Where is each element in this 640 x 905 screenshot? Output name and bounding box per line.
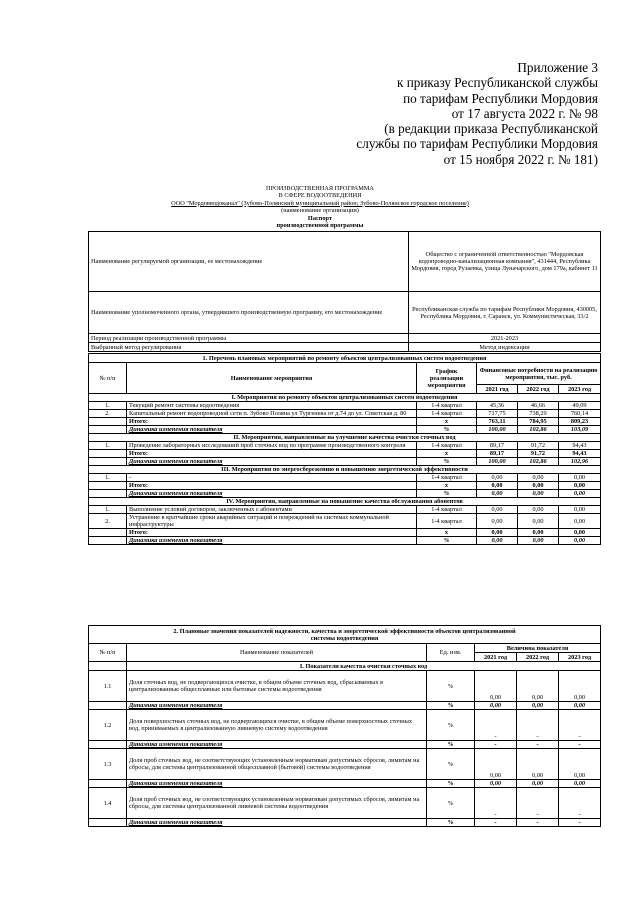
measure-row [89, 402, 601, 410]
value-cell: 0,00 [559, 506, 601, 514]
value-cell: 89,17 [477, 442, 518, 450]
unit-cell: % [427, 702, 475, 710]
total-value: 809,23 [559, 418, 601, 426]
header-line: Приложение 3 [517, 60, 598, 75]
dynamics-value: - [475, 819, 517, 827]
value-cell: 94,43 [559, 442, 601, 450]
total-value: 784,95 [518, 418, 559, 426]
blank-cell [89, 490, 127, 498]
measure-name: - [127, 474, 417, 482]
value-cell: 0,00 [475, 671, 517, 702]
section-title: II. Мероприятия, направленные на улучшение качества очистки сточных вод [89, 434, 601, 442]
dynamics-value: 0,00 [518, 537, 559, 545]
total-label: Итого: [127, 529, 417, 537]
blank-cell [89, 529, 127, 537]
col-num-header: № п/п [89, 644, 127, 662]
passport-title: Паспорт [307, 214, 333, 222]
indicator-name: Доля проб сточных вод, не соответствующих установленным нормативам допустимых сбросов, лимитам на сбросы, для системы централизованной общесплавной (бытовой) системы водоотведения [127, 749, 427, 780]
row-number: 1.1 [89, 671, 127, 702]
unit-cell: % [427, 819, 475, 827]
row-number: 2. [89, 514, 127, 529]
unit-cell: % [427, 710, 475, 741]
dynamics-label: Динамика изменения показателя [127, 537, 417, 545]
schedule-cell: х [417, 418, 477, 426]
section-row [89, 394, 601, 402]
unit-cell: % [427, 780, 475, 788]
value-cell: 0,00 [559, 514, 601, 529]
indicators-table [88, 625, 601, 827]
col-finance-header: Финансовые потребности на реализацию мероприятия, тыс. руб. [477, 363, 601, 385]
total-value: 0,00 [477, 529, 518, 537]
total-label: Итого: [127, 450, 417, 458]
value-cell: 49,09 [559, 402, 601, 410]
total-value: 94,43 [559, 450, 601, 458]
blank-cell [89, 482, 127, 490]
value-cell: 46,66 [518, 402, 559, 410]
dynamics-value: 0,00 [477, 490, 518, 498]
col-num-header: № п/п [89, 363, 127, 394]
schedule-cell: % [417, 426, 477, 434]
indicator-row [89, 788, 601, 819]
dynamics-label: Динамика изменения показателя [127, 819, 427, 827]
unit-cell: % [427, 749, 475, 780]
section-row [89, 498, 601, 506]
measure-row [89, 474, 601, 482]
header-line: службы по тарифам Республики Мордовия [356, 136, 598, 152]
schedule-cell: 1-4 квартал [417, 506, 477, 514]
dynamics-row [89, 819, 601, 827]
total-label: Итого: [127, 418, 417, 426]
measure-name: Выполнение условий договоров, заключенных с абонентами [127, 506, 417, 514]
schedule-cell: % [417, 458, 477, 466]
dynamics-label: Динамика изменения показателя [127, 458, 417, 466]
value-cell: - [517, 710, 559, 741]
dynamics-label: Динамика изменения показателя [127, 490, 417, 498]
row-number: 1. [89, 402, 127, 410]
passport-value: 2021-2023 [409, 334, 601, 343]
header-line: к приказу Республиканской службы [396, 75, 598, 91]
indicator-row [89, 671, 601, 702]
part2-title-line: 2. Плановые значения показателей надежности, качества и энергетической эффективности объектов централизованной [173, 627, 516, 635]
part2-title [89, 626, 601, 644]
col-unit-header: Ед. изм. [427, 644, 475, 662]
schedule-cell: х [417, 529, 477, 537]
passport-value: Республиканская служба по тарифам Республики Мордовия, 430005, Республика Мордовия, г. Саранск, ул. Коммунистическая, 33/2 [409, 292, 601, 334]
total-label: Итого: [127, 482, 417, 490]
schedule-cell: 1-4 квартал [417, 410, 477, 418]
value-cell: 0,00 [475, 749, 517, 780]
dynamics-value: 102,86 [518, 426, 559, 434]
blank-cell [89, 450, 127, 458]
year-header: 2021 год [475, 653, 517, 662]
value-cell: - [559, 710, 601, 741]
passport-label: Выбранный метод регулирования [89, 343, 409, 352]
section-title: III. Мероприятия по энергосбережению и повышению энергетической эффективности [89, 466, 601, 474]
dynamics-row [89, 537, 601, 545]
value-cell: 760,14 [559, 410, 601, 418]
value-cell: 0,00 [518, 514, 559, 529]
dynamics-value: - [517, 819, 559, 827]
value-cell: 91,72 [518, 442, 559, 450]
measure-name: Устранение в кратчайшие сроки аварийных ситуаций и повреждений на системах коммунальной инфраструктуры [127, 514, 417, 529]
value-cell: 0,00 [559, 671, 601, 702]
value-cell: 0,00 [518, 474, 559, 482]
indicator-name: Доля проб сточных вод, не соответствующих установленным нормативам допустимых сбросов, лимитам на сбросы, для системы централизованной ливневой системы водоотведения [127, 788, 427, 819]
dynamics-value: 0,00 [475, 780, 517, 788]
value-cell: 45,36 [477, 402, 518, 410]
value-cell: 0,00 [559, 474, 601, 482]
year-header: 2021 год [477, 385, 518, 394]
unit-cell: % [427, 671, 475, 702]
value-cell: 0,00 [477, 474, 518, 482]
value-cell: 738,29 [518, 410, 559, 418]
total-row [89, 450, 601, 458]
dynamics-value: - [517, 741, 559, 749]
indicator-name: Доля поверхностных сточных вод, не подвергающихся очистке, в общем объеме поверхностных сточных вод, принимаемых в централизованную ливневую систему водоотведения [127, 710, 427, 741]
col-name-header: Наименование показателей [127, 644, 427, 662]
indicator-name: Доля сточных вод, не подвергающихся очистке, в общем объеме сточных вод, сбрасываемых в централизованные общесплавные или бытовые системы водоотведения [127, 671, 427, 702]
row-number: 2. [89, 410, 127, 418]
year-header: 2022 год [517, 653, 559, 662]
dynamics-row [89, 702, 601, 710]
dynamics-value: 102,86 [518, 458, 559, 466]
measure-row [89, 514, 601, 529]
part1-title: 1. Перечень плановых мероприятий по ремонту объектов централизованных систем водоотведения [89, 354, 601, 363]
organization-name: ООО "Мордовводоканал" (Зубово-Полянский муниципальный район; Зубово-Полянское городское поселение) [171, 199, 469, 207]
passport-label: Наименование регулируемой организации, ее местонахождение [89, 232, 409, 292]
value-cell: 0,00 [517, 749, 559, 780]
row-number: 1.3 [89, 749, 127, 780]
measure-row [89, 410, 601, 418]
dynamics-value: 100,00 [477, 458, 518, 466]
schedule-cell: % [417, 537, 477, 545]
blank-cell [89, 426, 127, 434]
blank-cell [89, 537, 127, 545]
dynamics-value: 0,00 [559, 490, 601, 498]
total-value: 0,00 [477, 482, 518, 490]
row-number: 1.2 [89, 710, 127, 741]
measure-row [89, 506, 601, 514]
dynamics-value: 0,00 [475, 702, 517, 710]
blank-cell [89, 458, 127, 466]
dynamics-value: 103,09 [559, 426, 601, 434]
measure-name: Проведение лабораторных исследований проб сточных вод по программе производственного контроля [127, 442, 417, 450]
dynamics-row [89, 490, 601, 498]
value-cell: 0,00 [559, 749, 601, 780]
value-cell: 0,00 [518, 506, 559, 514]
indicator-row [89, 749, 601, 780]
header-line: по тарифам Республики Мордовия [403, 90, 598, 106]
dynamics-label: Динамика изменения показателя [127, 780, 427, 788]
total-row [89, 529, 601, 537]
value-cell: - [475, 788, 517, 819]
header-line: от 17 августа 2022 г. № 98 [451, 105, 598, 121]
section-row [89, 466, 601, 474]
blank-cell [89, 418, 127, 426]
row-number: 1. [89, 442, 127, 450]
dynamics-value: - [559, 819, 601, 827]
section-title: IV. Мероприятия, направленные на повышение качества обслуживания абонентов [89, 498, 601, 506]
header-line: (в редакции приказа Республиканской [384, 121, 598, 137]
section-title: I. Мероприятия по ремонту объектов централизованных систем водоотведения [89, 394, 601, 402]
part2-section-title: I. Показатели качества очистки сточных вод [127, 662, 601, 671]
dynamics-value: 100,00 [477, 426, 518, 434]
value-cell: - [559, 788, 601, 819]
section-row [89, 434, 601, 442]
year-header: 2023 год [559, 385, 601, 394]
document-header [298, 60, 598, 167]
total-value: 0,00 [559, 482, 601, 490]
total-value: 89,17 [477, 450, 518, 458]
dynamics-value: 0,00 [517, 702, 559, 710]
value-cell: - [517, 788, 559, 819]
value-cell: 717,75 [477, 410, 518, 418]
dynamics-value: - [475, 741, 517, 749]
total-value: 0,00 [518, 529, 559, 537]
total-value: 763,11 [477, 418, 518, 426]
row-number: 1.4 [89, 788, 127, 819]
schedule-cell: % [417, 490, 477, 498]
col-schedule-header: График реализации мероприятия [417, 363, 477, 394]
dynamics-value: 0,00 [477, 537, 518, 545]
passport-label: Период реализации производственной программы [89, 334, 409, 343]
blank-cell [89, 662, 127, 671]
col-name-header: Наименование мероприятия [127, 363, 417, 394]
unit-cell: % [427, 788, 475, 819]
col-values-header: Величина показателя [475, 644, 601, 653]
measure-name: Капитальный ремонт водопроводной сети п. Зубово Поляна ул Тургенева от д.74 до ул. Советская д. 80 [127, 410, 417, 418]
total-row [89, 482, 601, 490]
year-header: 2023 год [559, 653, 601, 662]
value-cell: 0,00 [517, 671, 559, 702]
passport-value: Общество с ограниченной ответственностью "Мордовская водопроводно-канализационная компания", 431444, Республика Мордовия, город Рузаевка, улица Луначарского, дом 179а, кабинет 11 [409, 232, 601, 292]
value-cell: - [475, 710, 517, 741]
program-title [0, 185, 640, 229]
dynamics-label: Динамика изменения показателя [127, 741, 427, 749]
total-value: 0,00 [518, 482, 559, 490]
row-number: 1. [89, 506, 127, 514]
total-value: 91,72 [518, 450, 559, 458]
value-cell: 0,00 [477, 514, 518, 529]
dynamics-row [89, 458, 601, 466]
dynamics-label: Динамика изменения показателя [127, 702, 427, 710]
blank-cell [89, 780, 127, 788]
dynamics-value: - [559, 741, 601, 749]
measure-name: Текущий ремонт системы водоотведения [127, 402, 417, 410]
unit-cell: % [427, 741, 475, 749]
schedule-cell: 1-4 квартал [417, 514, 477, 529]
part2-title-line: системы водоотведения [310, 634, 379, 642]
dynamics-row [89, 780, 601, 788]
dynamics-label: Динамика изменения показателя [127, 426, 417, 434]
dynamics-value: 0,00 [559, 702, 601, 710]
schedule-cell: х [417, 482, 477, 490]
organization-caption: (наименование организации) [281, 207, 359, 215]
total-row [89, 418, 601, 426]
dynamics-value: 0,00 [559, 780, 601, 788]
dynamics-value: 0,00 [517, 780, 559, 788]
dynamics-row [89, 426, 601, 434]
year-header: 2022 год [518, 385, 559, 394]
header-line: от 15 ноября 2022 г. № 181) [443, 151, 598, 167]
passport-subtitle: производственной программы [276, 222, 364, 230]
blank-cell [89, 702, 127, 710]
passport-table [88, 231, 601, 352]
row-number: 1. [89, 474, 127, 482]
value-cell: 0,00 [477, 506, 518, 514]
measure-row [89, 442, 601, 450]
repair-measures-table [88, 353, 601, 545]
program-title-line: ПРОИЗВОДСТВЕННАЯ ПРОГРАММА [266, 185, 374, 192]
passport-label: Наименование уполномоченного органа, утвердившего производственную программу, его местонахождение [89, 292, 409, 334]
schedule-cell: 1-4 квартал [417, 402, 477, 410]
schedule-cell: 1-4 квартал [417, 474, 477, 482]
dynamics-value: 0,00 [518, 490, 559, 498]
dynamics-row [89, 741, 601, 749]
indicator-row [89, 710, 601, 741]
passport-value: Метод индексации [409, 343, 601, 352]
dynamics-value: 102,96 [559, 458, 601, 466]
schedule-cell: 1-4 квартал [417, 442, 477, 450]
dynamics-value: 0,00 [559, 537, 601, 545]
blank-cell [89, 741, 127, 749]
total-value: 0,00 [559, 529, 601, 537]
schedule-cell: х [417, 450, 477, 458]
blank-cell [89, 819, 127, 827]
program-title-line: В СФЕРЕ ВОДООТВЕДЕНИЯ [278, 192, 362, 200]
